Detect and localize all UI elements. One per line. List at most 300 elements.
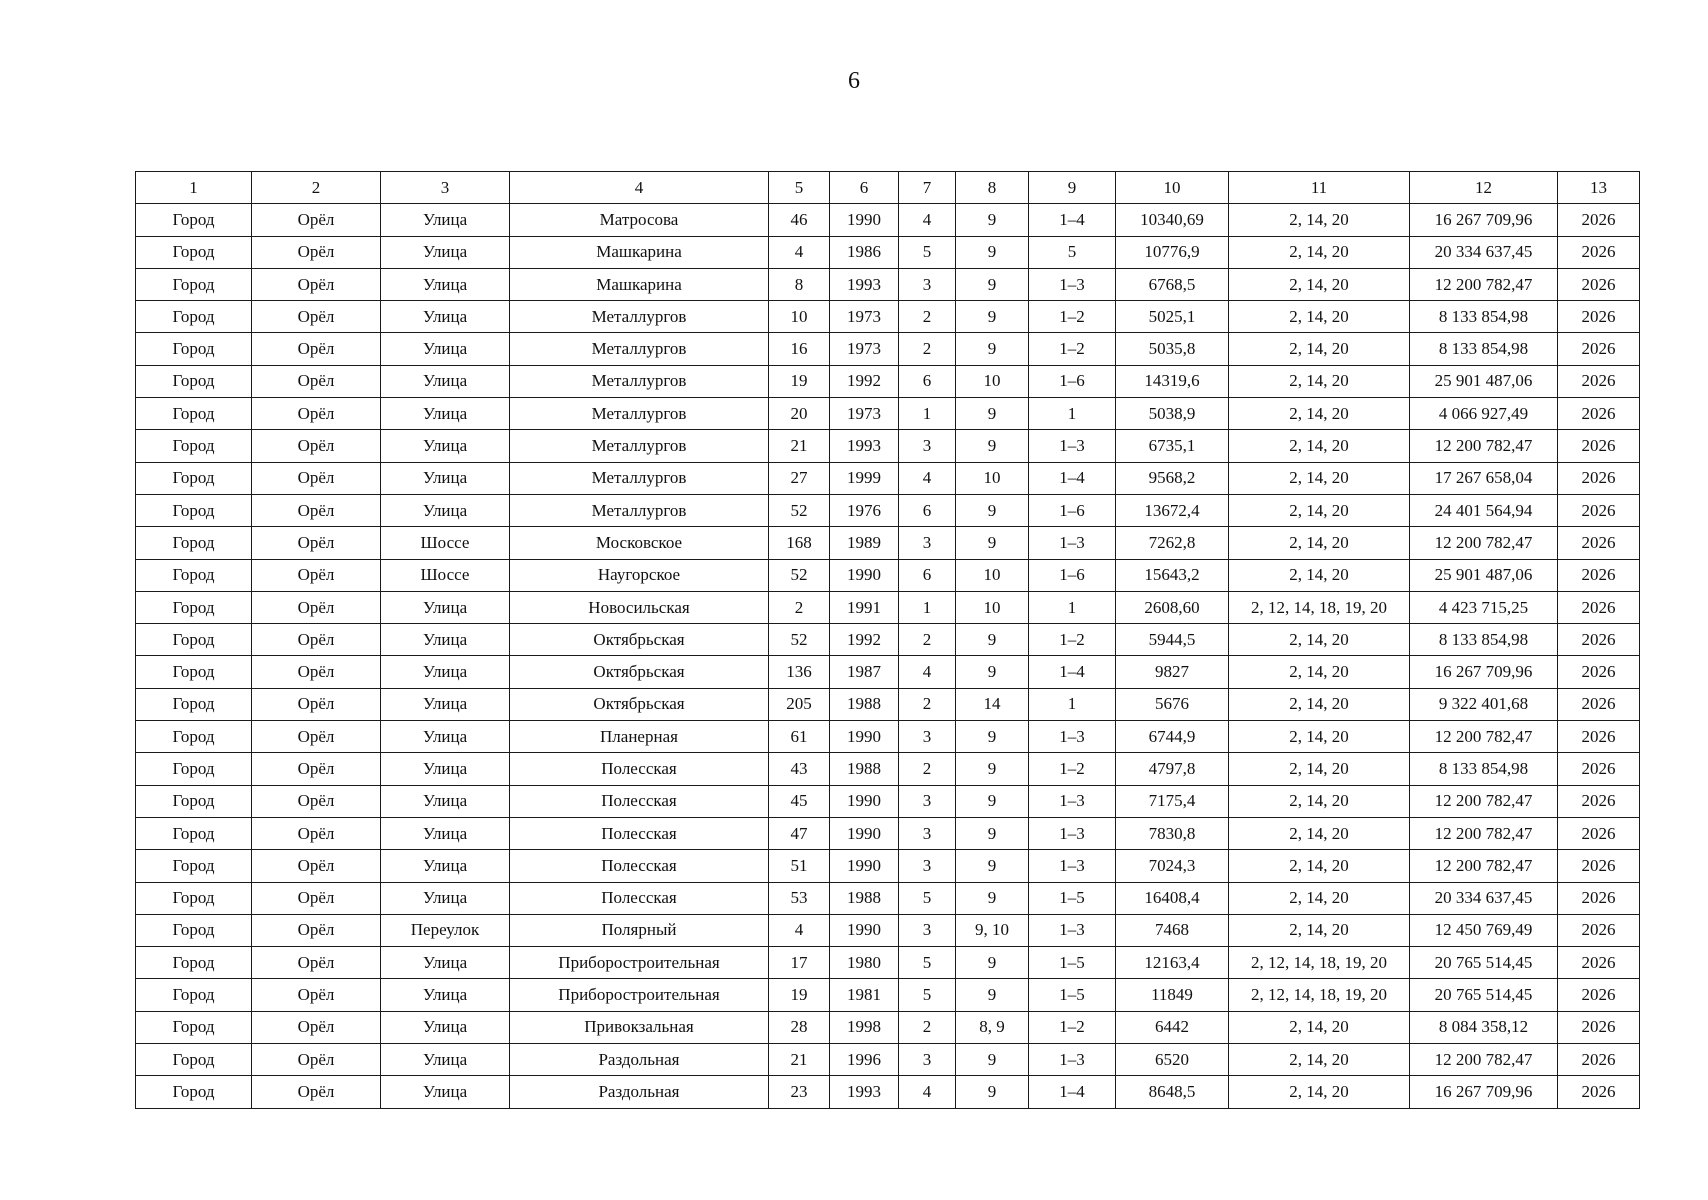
table-cell: 2, 14, 20 — [1229, 527, 1410, 559]
table-cell: 16 267 709,96 — [1410, 1076, 1558, 1108]
table-cell: 1–3 — [1029, 914, 1116, 946]
table-cell: 2, 14, 20 — [1229, 914, 1410, 946]
table-cell: 2, 14, 20 — [1229, 204, 1410, 236]
table-cell: 1–4 — [1029, 204, 1116, 236]
table-cell: 19 — [769, 979, 830, 1011]
table-cell: 1988 — [830, 882, 899, 914]
table-cell: 5035,8 — [1116, 333, 1229, 365]
table-cell: Октябрьская — [510, 688, 769, 720]
table-cell: Город — [136, 656, 252, 688]
table-cell: 9 — [956, 268, 1029, 300]
table-cell: 2, 12, 14, 18, 19, 20 — [1229, 591, 1410, 623]
table-cell: 2026 — [1558, 527, 1640, 559]
table-cell: 20 765 514,45 — [1410, 979, 1558, 1011]
table-cell: 2026 — [1558, 236, 1640, 268]
table-cell: 9 — [956, 947, 1029, 979]
table-cell: 2 — [899, 333, 956, 365]
table-cell: 10 — [769, 301, 830, 333]
table-cell: 16 267 709,96 — [1410, 656, 1558, 688]
table-cell: Полярный — [510, 914, 769, 946]
table-cell: Наугорское — [510, 559, 769, 591]
table-cell: Орёл — [252, 462, 381, 494]
table-cell: Орёл — [252, 914, 381, 946]
table-row — [136, 914, 1640, 946]
table-row — [136, 624, 1640, 656]
table-cell: 47 — [769, 817, 830, 849]
table-cell: 2, 14, 20 — [1229, 688, 1410, 720]
table-cell: Орёл — [252, 785, 381, 817]
table-cell: Улица — [381, 591, 510, 623]
table-cell: 5 — [899, 882, 956, 914]
table-cell: 1–3 — [1029, 1044, 1116, 1076]
table-cell: 1990 — [830, 204, 899, 236]
table-cell: Орёл — [252, 979, 381, 1011]
table-cell: 9 322 401,68 — [1410, 688, 1558, 720]
table-cell: 168 — [769, 527, 830, 559]
table-cell: Московское — [510, 527, 769, 559]
table-cell: 27 — [769, 462, 830, 494]
table-cell: 2, 14, 20 — [1229, 333, 1410, 365]
table-cell: 16 267 709,96 — [1410, 204, 1558, 236]
table-cell: 2 — [769, 591, 830, 623]
table-cell: 9 — [956, 656, 1029, 688]
table-cell: 4 — [899, 204, 956, 236]
table-cell: 9 — [956, 721, 1029, 753]
table-cell: 2 — [899, 753, 956, 785]
table-cell: 6 — [899, 494, 956, 526]
table-row — [136, 591, 1640, 623]
table-cell: 1990 — [830, 850, 899, 882]
table-cell: Полесская — [510, 785, 769, 817]
table-cell: 2, 14, 20 — [1229, 1011, 1410, 1043]
table-cell: Город — [136, 688, 252, 720]
column-number: 12 — [1410, 172, 1558, 204]
table-cell: 2026 — [1558, 204, 1640, 236]
table-cell: 8648,5 — [1116, 1076, 1229, 1108]
column-number: 1 — [136, 172, 252, 204]
table-cell: 4 — [769, 914, 830, 946]
table-cell: Орёл — [252, 236, 381, 268]
column-number: 4 — [510, 172, 769, 204]
table-cell: 1–3 — [1029, 850, 1116, 882]
table-cell: Орёл — [252, 204, 381, 236]
table-cell: 1992 — [830, 624, 899, 656]
table-cell: Матросова — [510, 204, 769, 236]
table-cell: 8 133 854,98 — [1410, 301, 1558, 333]
table-row — [136, 882, 1640, 914]
table-row — [136, 301, 1640, 333]
table-cell: 9 — [956, 236, 1029, 268]
table-cell: Орёл — [252, 430, 381, 462]
table-cell: 12 200 782,47 — [1410, 1044, 1558, 1076]
table-cell: 61 — [769, 721, 830, 753]
table-cell: Город — [136, 1076, 252, 1108]
table-cell: 4 — [899, 656, 956, 688]
table-cell: 1990 — [830, 817, 899, 849]
table-cell: Полесская — [510, 753, 769, 785]
table-cell: Улица — [381, 882, 510, 914]
table-cell: 9 — [956, 204, 1029, 236]
table-cell: Улица — [381, 1044, 510, 1076]
table-cell: 2026 — [1558, 462, 1640, 494]
page-number: 6 — [848, 68, 860, 94]
table-cell: Новосильская — [510, 591, 769, 623]
table-row — [136, 268, 1640, 300]
table-cell: 1973 — [830, 333, 899, 365]
table-cell: 9568,2 — [1116, 462, 1229, 494]
table-cell: 2026 — [1558, 301, 1640, 333]
table-cell: Город — [136, 721, 252, 753]
table-cell: 8, 9 — [956, 1011, 1029, 1043]
table-cell: 4 066 927,49 — [1410, 398, 1558, 430]
table-cell: 12163,4 — [1116, 947, 1229, 979]
table-cell: Улица — [381, 1076, 510, 1108]
table-cell: 24 401 564,94 — [1410, 494, 1558, 526]
table-cell: Город — [136, 398, 252, 430]
table-cell: 8 133 854,98 — [1410, 624, 1558, 656]
table-cell: 1–5 — [1029, 947, 1116, 979]
column-number: 6 — [830, 172, 899, 204]
table-cell: 1–3 — [1029, 527, 1116, 559]
table-cell: 6 — [899, 365, 956, 397]
table-cell: 45 — [769, 785, 830, 817]
table-cell: 2026 — [1558, 624, 1640, 656]
table-cell: 3 — [899, 430, 956, 462]
table-cell: 1993 — [830, 430, 899, 462]
table-cell: 9 — [956, 1044, 1029, 1076]
table-cell: 5676 — [1116, 688, 1229, 720]
table-cell: Город — [136, 785, 252, 817]
table-cell: Город — [136, 979, 252, 1011]
table-cell: 3 — [899, 817, 956, 849]
table-cell: Улица — [381, 721, 510, 753]
table-cell: Орёл — [252, 688, 381, 720]
table-cell: 17 267 658,04 — [1410, 462, 1558, 494]
table-cell: 2026 — [1558, 591, 1640, 623]
table-cell: 6735,1 — [1116, 430, 1229, 462]
table-cell: Улица — [381, 688, 510, 720]
table-cell: Орёл — [252, 882, 381, 914]
table-cell: 9 — [956, 301, 1029, 333]
table-cell: Город — [136, 817, 252, 849]
table-cell: 9 — [956, 527, 1029, 559]
table-cell: 52 — [769, 494, 830, 526]
table-cell: Город — [136, 882, 252, 914]
table-cell: Улица — [381, 462, 510, 494]
table-cell: 4797,8 — [1116, 753, 1229, 785]
data-table — [135, 171, 1640, 1109]
table-cell: Город — [136, 914, 252, 946]
column-number-row — [136, 172, 1640, 204]
table-cell: 2026 — [1558, 850, 1640, 882]
table-cell: Город — [136, 462, 252, 494]
table-cell: 1–3 — [1029, 268, 1116, 300]
table-cell: 4 — [899, 462, 956, 494]
table-cell: 2, 14, 20 — [1229, 753, 1410, 785]
table-cell: 10776,9 — [1116, 236, 1229, 268]
table-cell: 2, 14, 20 — [1229, 494, 1410, 526]
table-cell: 9 — [956, 979, 1029, 1011]
column-number: 3 — [381, 172, 510, 204]
table-cell: Раздольная — [510, 1044, 769, 1076]
table-cell: 205 — [769, 688, 830, 720]
table-cell: Орёл — [252, 721, 381, 753]
table-cell: Город — [136, 1044, 252, 1076]
table-row — [136, 850, 1640, 882]
table-cell: 2026 — [1558, 494, 1640, 526]
table-cell: 2, 14, 20 — [1229, 624, 1410, 656]
table-cell: Улица — [381, 268, 510, 300]
table-cell: 2026 — [1558, 398, 1640, 430]
table-cell: 1998 — [830, 1011, 899, 1043]
table-cell: Улица — [381, 1011, 510, 1043]
table-cell: 5 — [899, 979, 956, 1011]
table-cell: 8 133 854,98 — [1410, 753, 1558, 785]
table-cell: 12 200 782,47 — [1410, 430, 1558, 462]
table-cell: 1973 — [830, 301, 899, 333]
table-cell: Город — [136, 268, 252, 300]
table-row — [136, 785, 1640, 817]
table-cell: Октябрьская — [510, 624, 769, 656]
table-cell: 53 — [769, 882, 830, 914]
table-cell: Город — [136, 204, 252, 236]
table-row — [136, 236, 1640, 268]
table-cell: 2026 — [1558, 656, 1640, 688]
table-cell: 7175,4 — [1116, 785, 1229, 817]
table-cell: Орёл — [252, 333, 381, 365]
table-cell: 1 — [899, 591, 956, 623]
table-cell: Орёл — [252, 559, 381, 591]
table-cell: Город — [136, 236, 252, 268]
table-cell: Орёл — [252, 527, 381, 559]
table-cell: 10 — [956, 591, 1029, 623]
table-cell: 7468 — [1116, 914, 1229, 946]
table-cell: 2026 — [1558, 559, 1640, 591]
table-cell: Орёл — [252, 268, 381, 300]
table-cell: Улица — [381, 656, 510, 688]
table-cell: Раздольная — [510, 1076, 769, 1108]
table-cell: 1976 — [830, 494, 899, 526]
table-cell: 23 — [769, 1076, 830, 1108]
table-cell: Улица — [381, 850, 510, 882]
table-cell: 5 — [899, 947, 956, 979]
table-cell: 15643,2 — [1116, 559, 1229, 591]
table-cell: Шоссе — [381, 559, 510, 591]
table-cell: 1991 — [830, 591, 899, 623]
column-number: 7 — [899, 172, 956, 204]
table-cell: Улица — [381, 817, 510, 849]
table-cell: 51 — [769, 850, 830, 882]
column-number: 13 — [1558, 172, 1640, 204]
table-cell: 10340,69 — [1116, 204, 1229, 236]
table-cell: 6768,5 — [1116, 268, 1229, 300]
table-cell: 1980 — [830, 947, 899, 979]
table-cell: Улица — [381, 494, 510, 526]
table-cell: 2 — [899, 624, 956, 656]
table-cell: 7024,3 — [1116, 850, 1229, 882]
table-cell: 1990 — [830, 559, 899, 591]
table-cell: 1–6 — [1029, 494, 1116, 526]
table-cell: 1 — [1029, 688, 1116, 720]
table-cell: 1–2 — [1029, 333, 1116, 365]
table-cell: 1973 — [830, 398, 899, 430]
table-cell: 4 — [899, 1076, 956, 1108]
table-cell: 1996 — [830, 1044, 899, 1076]
table-row — [136, 462, 1640, 494]
table-cell: Город — [136, 430, 252, 462]
table-cell: 2, 14, 20 — [1229, 559, 1410, 591]
table-cell: 2, 12, 14, 18, 19, 20 — [1229, 979, 1410, 1011]
table-cell: Город — [136, 850, 252, 882]
table-cell: 3 — [899, 850, 956, 882]
table-cell: 1–4 — [1029, 656, 1116, 688]
table-cell: 21 — [769, 430, 830, 462]
table-cell: 2026 — [1558, 882, 1640, 914]
table-cell: 21 — [769, 1044, 830, 1076]
table-row — [136, 527, 1640, 559]
table-cell: 2, 14, 20 — [1229, 301, 1410, 333]
table-cell: 2 — [899, 301, 956, 333]
table-cell: Орёл — [252, 591, 381, 623]
table-cell: 43 — [769, 753, 830, 785]
table-cell: Улица — [381, 365, 510, 397]
table-cell: Город — [136, 333, 252, 365]
table-cell: 9 — [956, 494, 1029, 526]
table-cell: 5 — [899, 236, 956, 268]
table-cell: 6 — [899, 559, 956, 591]
table-cell: 5025,1 — [1116, 301, 1229, 333]
table-cell: 19 — [769, 365, 830, 397]
table-cell: 1–5 — [1029, 979, 1116, 1011]
table-cell: 1990 — [830, 721, 899, 753]
table-cell: 2026 — [1558, 688, 1640, 720]
table-cell: 7262,8 — [1116, 527, 1229, 559]
table-cell: 20 334 637,45 — [1410, 882, 1558, 914]
column-number: 5 — [769, 172, 830, 204]
table-cell: Приборостроительная — [510, 979, 769, 1011]
table-cell: 1–2 — [1029, 301, 1116, 333]
table-cell: 2, 14, 20 — [1229, 268, 1410, 300]
table-cell: 9 — [956, 753, 1029, 785]
table-cell: 1–6 — [1029, 559, 1116, 591]
table-cell: Город — [136, 527, 252, 559]
table-cell: 9 — [956, 785, 1029, 817]
table-cell: 1999 — [830, 462, 899, 494]
table-cell: Орёл — [252, 301, 381, 333]
table-cell: 8 — [769, 268, 830, 300]
table-cell: 1–3 — [1029, 721, 1116, 753]
table-row — [136, 688, 1640, 720]
table-cell: 2, 14, 20 — [1229, 365, 1410, 397]
table-cell: 20 — [769, 398, 830, 430]
table-row — [136, 721, 1640, 753]
table-row — [136, 947, 1640, 979]
table-cell: Улица — [381, 947, 510, 979]
table-cell: 4 423 715,25 — [1410, 591, 1558, 623]
table-cell: Город — [136, 301, 252, 333]
table-cell: Улица — [381, 398, 510, 430]
table-cell: 1–2 — [1029, 753, 1116, 785]
table-row — [136, 398, 1640, 430]
table-cell: 12 200 782,47 — [1410, 268, 1558, 300]
table-cell: Металлургов — [510, 430, 769, 462]
table-cell: 2, 14, 20 — [1229, 1044, 1410, 1076]
table-cell: 8 133 854,98 — [1410, 333, 1558, 365]
table-cell: Привокзальная — [510, 1011, 769, 1043]
table-cell: 7830,8 — [1116, 817, 1229, 849]
table-cell: 12 200 782,47 — [1410, 850, 1558, 882]
table-cell: Металлургов — [510, 494, 769, 526]
table-cell: 1–4 — [1029, 462, 1116, 494]
column-number: 11 — [1229, 172, 1410, 204]
table-cell: Металлургов — [510, 365, 769, 397]
table-cell: 3 — [899, 785, 956, 817]
column-number: 9 — [1029, 172, 1116, 204]
table-row — [136, 430, 1640, 462]
table-row — [136, 656, 1640, 688]
table-cell: Орёл — [252, 1076, 381, 1108]
table-cell: 1–2 — [1029, 624, 1116, 656]
table-cell: 2026 — [1558, 1011, 1640, 1043]
table-cell: 28 — [769, 1011, 830, 1043]
table-cell: Город — [136, 947, 252, 979]
table-cell: Металлургов — [510, 301, 769, 333]
table-cell: 2026 — [1558, 721, 1640, 753]
table-cell: 20 334 637,45 — [1410, 236, 1558, 268]
table-cell: Орёл — [252, 1044, 381, 1076]
table-row — [136, 817, 1640, 849]
table-cell: 2 — [899, 688, 956, 720]
table-cell: 12 200 782,47 — [1410, 785, 1558, 817]
table-cell: 13672,4 — [1116, 494, 1229, 526]
table-cell: 2026 — [1558, 817, 1640, 849]
table-cell: 17 — [769, 947, 830, 979]
table-cell: 2, 14, 20 — [1229, 721, 1410, 753]
table-cell: Улица — [381, 301, 510, 333]
table-cell: 1–3 — [1029, 430, 1116, 462]
table-cell: 9 — [956, 624, 1029, 656]
table-cell: 2, 14, 20 — [1229, 1076, 1410, 1108]
table-cell: 11849 — [1116, 979, 1229, 1011]
table-cell: 52 — [769, 559, 830, 591]
table-cell: 1–4 — [1029, 1076, 1116, 1108]
table-cell: Улица — [381, 624, 510, 656]
table-cell: Улица — [381, 979, 510, 1011]
table-cell: 2608,60 — [1116, 591, 1229, 623]
table-cell: 6744,9 — [1116, 721, 1229, 753]
table-cell: 46 — [769, 204, 830, 236]
table-cell: Полесская — [510, 882, 769, 914]
table-cell: 6442 — [1116, 1011, 1229, 1043]
table-cell: Орёл — [252, 850, 381, 882]
table-cell: 2, 14, 20 — [1229, 236, 1410, 268]
table-cell: Полесская — [510, 850, 769, 882]
table-cell: 1–5 — [1029, 882, 1116, 914]
table-cell: Город — [136, 591, 252, 623]
table-row — [136, 333, 1640, 365]
table-cell: Улица — [381, 204, 510, 236]
table-cell: 20 765 514,45 — [1410, 947, 1558, 979]
table-cell: Приборостроительная — [510, 947, 769, 979]
table-cell: 1987 — [830, 656, 899, 688]
table-cell: Улица — [381, 430, 510, 462]
table-cell: 136 — [769, 656, 830, 688]
table-row — [136, 559, 1640, 591]
table-cell: Город — [136, 559, 252, 591]
table-cell: 2 — [899, 1011, 956, 1043]
table-cell: Переулок — [381, 914, 510, 946]
table-cell: Металлургов — [510, 398, 769, 430]
